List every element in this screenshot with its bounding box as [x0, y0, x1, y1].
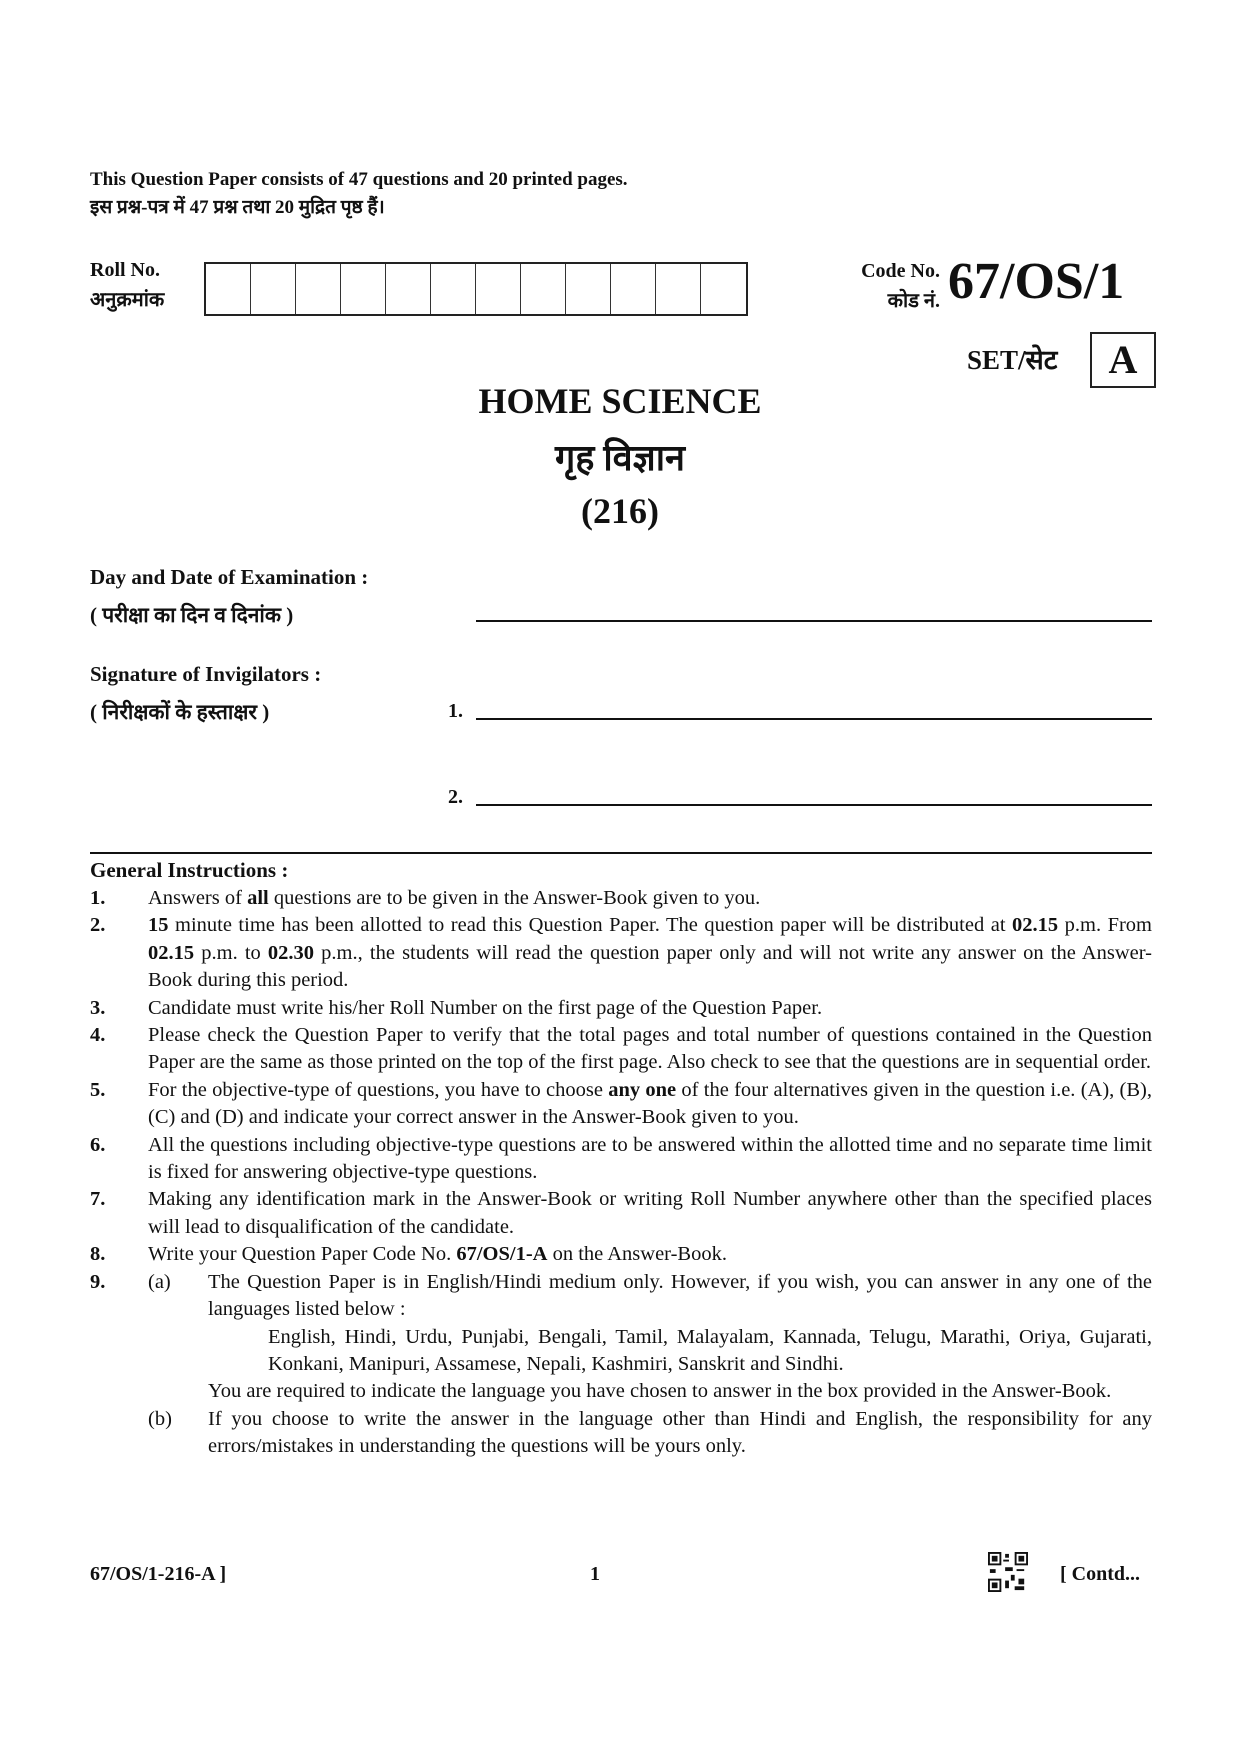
- roll-number-box[interactable]: [476, 264, 521, 314]
- instruction-9b: (b) If you choose to write the answer in the language other than Hindi and English, the responsibility for any errors/mistakes in understanding the questions will be yours only.: [148, 1407, 1152, 1458]
- signature-line-2[interactable]: [476, 804, 1152, 806]
- signature-label: [90, 655, 321, 731]
- instruction-7: 7. Making any identification mark in the Answer-Book or writing Roll Number anywhere other than the specified places will lead to disqualification of the candidate.: [90, 1186, 1152, 1241]
- instruction-5: 5. For the objective-type of questions, you have to choose any one of the four alternatives given in the question i.e. (A), (B), (C) and (D) and indicate your correct answer in the Answer-Book given to you.: [90, 1077, 1152, 1132]
- set-label: SET/सेट: [967, 345, 1058, 375]
- instruction-number: 4.: [90, 1024, 106, 1047]
- instruction-number: 3.: [90, 996, 106, 1019]
- day-date-hi: ( परीक्षा का दिन व दिनांक ): [90, 603, 294, 627]
- roll-label-en: Roll No.: [90, 259, 160, 281]
- instruction-1: 1. Answers of all questions are to be given in the Answer-Book given to you.: [90, 885, 1152, 912]
- signature-hi: ( निरीक्षकों के हस्ताक्षर ): [90, 700, 270, 724]
- code-label-en: Code No.: [861, 260, 940, 282]
- instruction-number: 5.: [90, 1078, 106, 1101]
- paper-info-en: This Question Paper consists of 47 questions and 20 printed pages.: [90, 169, 628, 190]
- roll-number-box[interactable]: [701, 264, 746, 314]
- set-value: A: [1090, 332, 1156, 388]
- day-date-en: Day and Date of Examination :: [90, 565, 369, 589]
- signature-line-1[interactable]: [476, 718, 1152, 720]
- roll-number-box[interactable]: [251, 264, 296, 314]
- roll-number-box[interactable]: [656, 264, 701, 314]
- footer-code: 67/OS/1-216-A ]: [90, 1563, 227, 1585]
- roll-number-boxes[interactable]: [204, 262, 748, 316]
- section-divider: [90, 852, 1152, 854]
- instruction-3: 3. Candidate must write his/her Roll Number on the first page of the Question Paper.: [90, 995, 1152, 1022]
- signature-line-2-number: 2.: [448, 786, 463, 808]
- roll-number-box[interactable]: [431, 264, 476, 314]
- instruction-number: 1.: [90, 887, 106, 909]
- roll-number-box[interactable]: [341, 264, 386, 314]
- roll-number-box[interactable]: [611, 264, 656, 314]
- signature-line-1-number: 1.: [448, 700, 463, 722]
- instruction-2: 2. 15 minute time has been allotted to read this Question Paper. The question paper will be distributed at 02.15 p.m. From 02.15 p.m. to 02.30 p.m., the students will read the question paper only and will not write any answer on the Answer-Book during this period.: [90, 912, 1152, 994]
- instruction-4: 4. Please check the Question Paper to verify that the total pages and total number of questions contained in the Question Paper are the same as those printed on the top of the first page. Also check to see that the questions are in sequential order.: [90, 1022, 1152, 1077]
- roll-number-box[interactable]: [386, 264, 431, 314]
- roll-number-box[interactable]: [206, 264, 251, 314]
- paper-info: [90, 166, 628, 222]
- instruction-number: 2.: [90, 914, 106, 937]
- subject-title-en: HOME SCIENCE: [478, 381, 762, 421]
- qr-code-icon: [988, 1552, 1028, 1592]
- day-date-line[interactable]: [476, 620, 1152, 622]
- subject-title-hi: गृह विज्ञान: [554, 438, 686, 478]
- instruction-number: 6.: [90, 1133, 106, 1156]
- subject-code: (216): [581, 491, 659, 531]
- roll-label-hi: अनुक्रमांक: [90, 289, 165, 311]
- instruction-8: 8. Write your Question Paper Code No. 67/OS/1-A on the Answer-Book.: [90, 1241, 1152, 1268]
- day-date-label: [90, 558, 368, 634]
- instruction-9a: (a) The Question Paper is in English/Hindi medium only. However, if you wish, you can answer in any one of the languages listed below : English, Hindi, Urdu, Punjabi, Bengali, Tamil, Malayalam, Kannada, Telugu, Marathi, Oriya, Gujarati, Konkani, Manipuri, Assamese, Nepali, Kashmiri, Sanskrit and Sindhi. You are required to indicate the language you have chosen to answer in the box provided in the Answer-Book.: [148, 1270, 1152, 1403]
- roll-number-box[interactable]: [566, 264, 611, 314]
- code-label: [838, 256, 940, 316]
- instruction-9: [90, 1269, 1152, 1461]
- signature-en: Signature of Invigilators :: [90, 662, 322, 686]
- instruction-6: 6. All the questions including objective-type questions are to be answered within the allotted time and no separate time limit is fixed for answering objective-type questions.: [90, 1132, 1152, 1187]
- code-label-hi: कोड नं.: [887, 290, 940, 312]
- instruction-number: 7.: [90, 1188, 106, 1211]
- instruction-number: 8.: [90, 1243, 106, 1266]
- instructions-list: [90, 885, 1152, 1461]
- instruction-number: 9.: [90, 1270, 106, 1293]
- code-value: 67/OS/1: [948, 253, 1125, 310]
- paper-info-hi: इस प्रश्न-पत्र में 47 प्रश्न तथा 20 मुद्रित पृष्ठ हैं।: [90, 197, 385, 218]
- page-number: 1: [590, 1563, 600, 1585]
- roll-number-box[interactable]: [521, 264, 566, 314]
- continued-label: [ Contd...: [1060, 1563, 1141, 1585]
- roll-number-box[interactable]: [296, 264, 341, 314]
- instructions-title: General Instructions :: [90, 858, 289, 882]
- roll-label: [90, 255, 164, 315]
- language-list: English, Hindi, Urdu, Punjabi, Bengali, Tamil, Malayalam, Kannada, Telugu, Marathi, Oriya, Gujarati, Konkani, Manipuri, Assamese, Nepali, Kashmiri, Sanskrit and Sindhi.: [268, 1325, 1152, 1375]
